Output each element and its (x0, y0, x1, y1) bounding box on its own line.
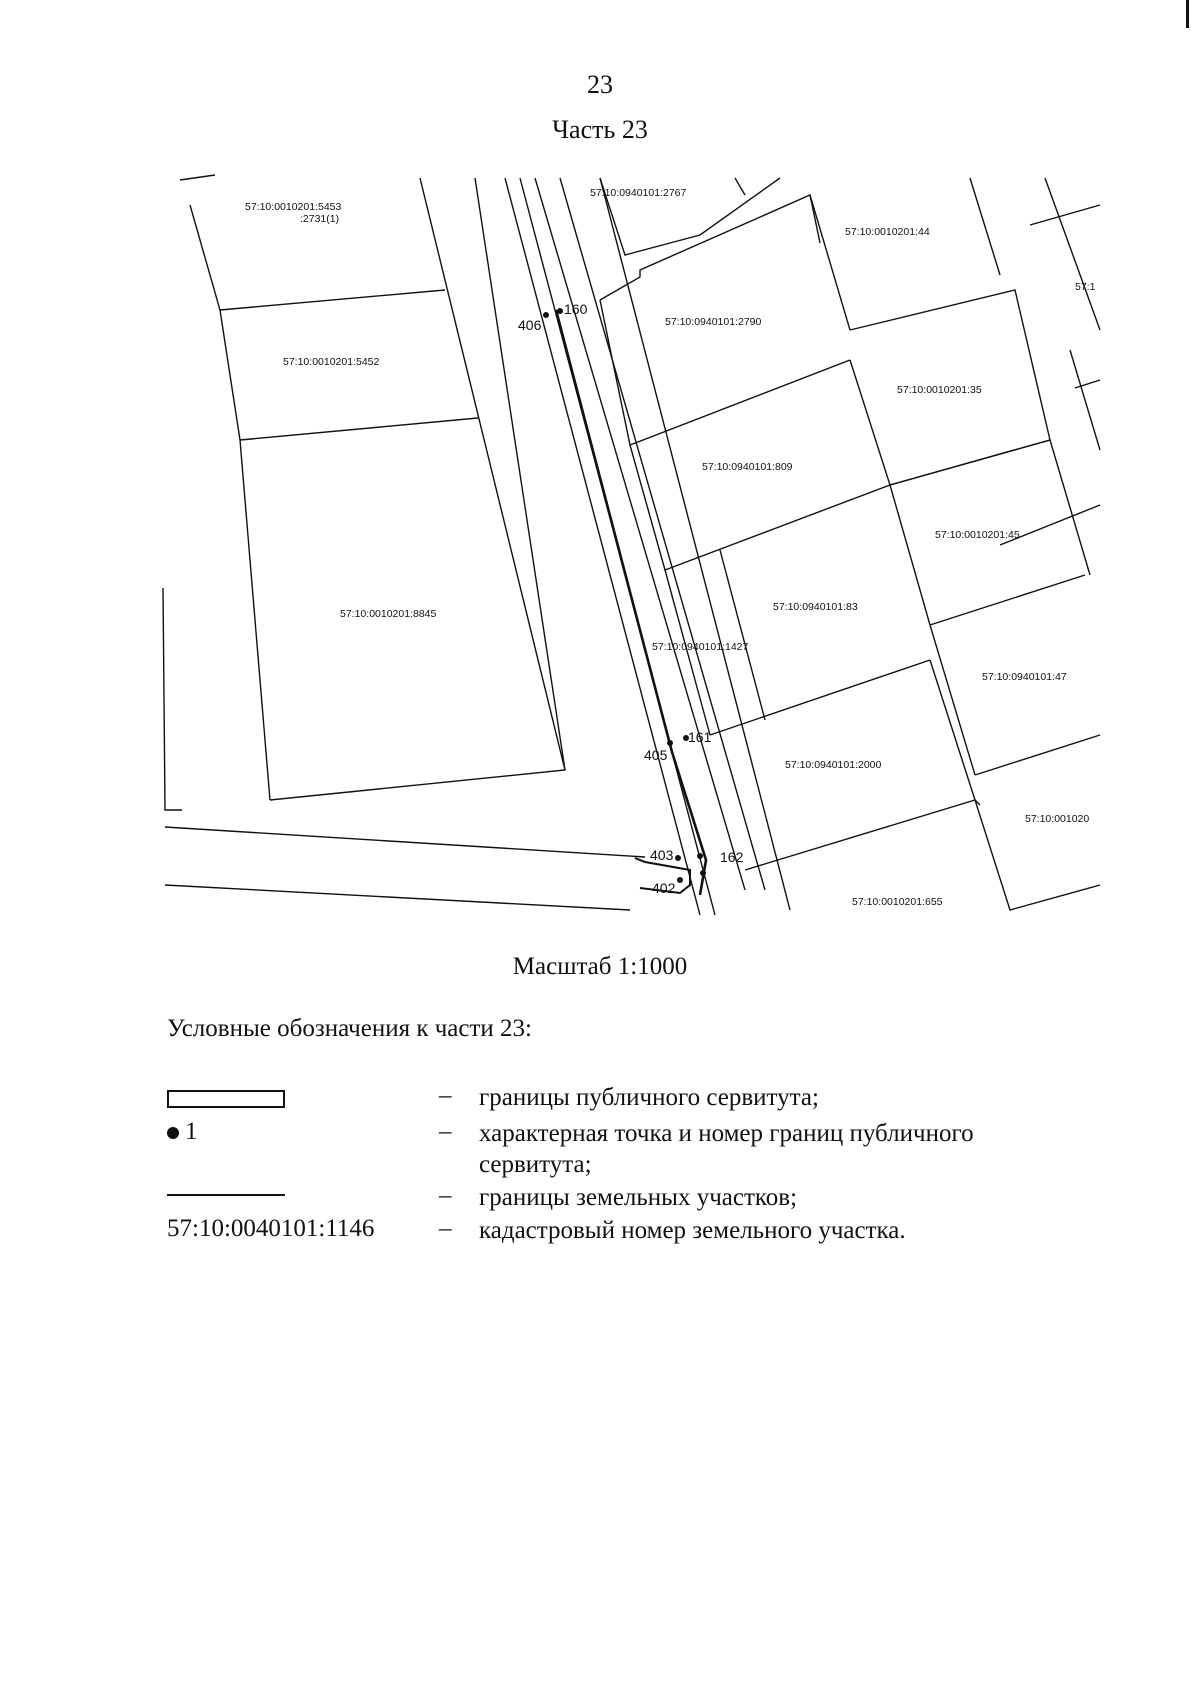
legend-dash: – (439, 1215, 452, 1242)
page-number: 23 (587, 70, 613, 99)
point-dot-icon (167, 1127, 179, 1139)
parcel-label: 57:10:0010201:45 (935, 529, 1020, 541)
easement-boundary (556, 310, 706, 895)
point-label: 160 (564, 301, 588, 317)
point-markers (543, 308, 706, 883)
parcel-label: 57:10:0010201:655 (852, 896, 943, 908)
parcel-label: 57:10:0010201:5453 (245, 201, 342, 213)
parcel-label: :2731(1) (300, 213, 340, 225)
point-406-icon (543, 312, 549, 318)
parcel-label: 57:10:0940101:2790 (665, 316, 762, 328)
legend-description: кадастровый номер земельного участка. (479, 1217, 906, 1244)
legend-dash: – (439, 1182, 452, 1209)
point-402-icon (677, 877, 683, 883)
parcel-label: 57:10:0940101:1427 (652, 641, 749, 653)
point-label: 161 (688, 729, 712, 745)
parcel-boundaries (163, 175, 1100, 915)
legend-description: границы земельных участков; (479, 1184, 798, 1211)
boundary-line-icon (167, 1194, 285, 1196)
legend-dash: – (439, 1118, 452, 1145)
point-162-icon (697, 853, 703, 859)
point-label: 405 (644, 747, 668, 763)
parcel-label: 57:10:0010201:5452 (283, 356, 380, 368)
parcel-label: 57:10:0940101:809 (702, 461, 793, 473)
point-405-icon (667, 740, 673, 746)
point-403-icon (675, 855, 681, 861)
point-extra-icon (700, 870, 706, 876)
parcel-label: 57:1 (1075, 281, 1096, 293)
parcel-label: 57:10:001020 (1025, 813, 1090, 825)
parcel-label: 57:10:0010201:8845 (340, 608, 437, 620)
legend-symbol (167, 1082, 285, 1108)
parcel-label: 57:10:0940101:47 (982, 671, 1067, 683)
map-scale: Масштаб 1:1000 (512, 953, 688, 980)
parcel-label: 57:10:0010201:35 (897, 384, 982, 396)
legend-description: характерная точка и номер границ публичного сервитута; (479, 1120, 974, 1178)
legend-symbol-text: 1 (185, 1118, 198, 1145)
easement-symbol-icon (167, 1090, 285, 1108)
parcel-label: 57:10:0940101:83 (773, 601, 858, 613)
legend-symbol-text: 57:10:0040101:1146 (167, 1215, 375, 1242)
legend-symbol (167, 1118, 198, 1146)
point-160-icon (557, 308, 563, 314)
point-label: 162 (720, 849, 744, 865)
legend-symbol (167, 1182, 285, 1196)
legend-description: границы публичного сервитута; (479, 1084, 819, 1111)
parcel-label: 57:10:0010201:44 (845, 226, 930, 238)
parcel-label: 57:10:0940101:2767 (590, 187, 687, 199)
point-label: 402 (652, 880, 676, 896)
parcel-label: 57:10:0940101:2000 (785, 759, 882, 771)
legend-title: Условные обозначения к части 23: (167, 1015, 533, 1042)
point-label: 403 (650, 847, 674, 863)
legend-dash: – (439, 1082, 452, 1109)
point-label: 406 (518, 317, 542, 333)
part-title: Часть 23 (552, 115, 648, 144)
